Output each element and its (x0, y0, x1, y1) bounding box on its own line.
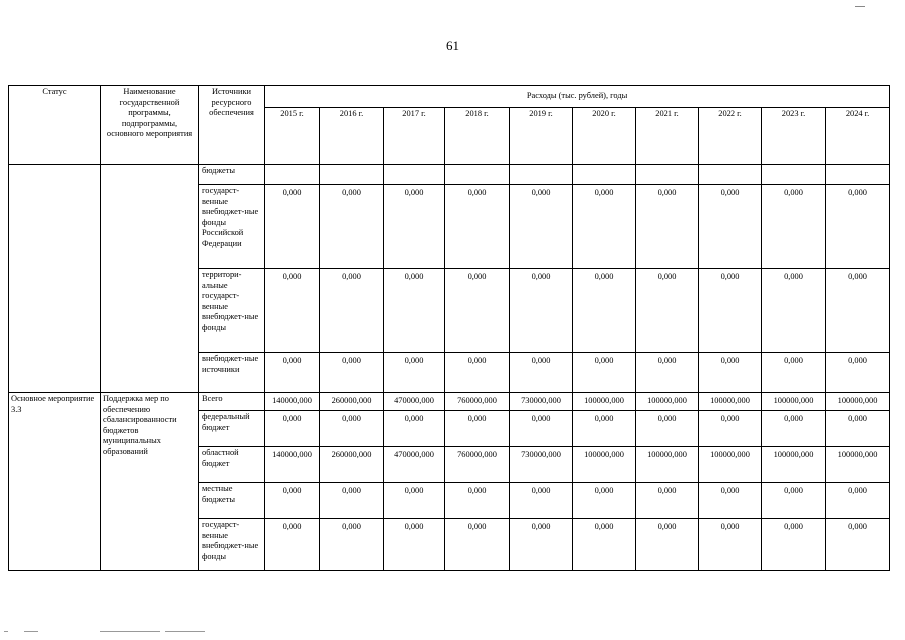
value-cell: 0,000 (699, 185, 762, 269)
value-cell: 0,000 (762, 185, 826, 269)
header-year: 2018 г. (445, 108, 510, 165)
source-cell: федеральный бюджет (199, 411, 265, 447)
value-cell: 0,000 (573, 185, 636, 269)
value-cell: 100000,000 (826, 393, 890, 411)
value-cell (445, 165, 510, 185)
value-cell (265, 165, 320, 185)
value-cell: 0,000 (510, 353, 573, 393)
value-cell: 140000,000 (265, 393, 320, 411)
value-cell: 100000,000 (826, 447, 890, 483)
value-cell: 260000,000 (320, 447, 384, 483)
header-year: 2022 г. (699, 108, 762, 165)
value-cell: 730000,000 (510, 393, 573, 411)
value-cell: 0,000 (320, 269, 384, 353)
status-cell: Основное мероприятие 3.3 (9, 393, 101, 571)
value-cell: 0,000 (826, 185, 890, 269)
value-cell: 0,000 (573, 483, 636, 519)
value-cell: 0,000 (384, 269, 445, 353)
value-cell: 0,000 (510, 519, 573, 571)
header-year: 2019 г. (510, 108, 573, 165)
value-cell: 0,000 (636, 185, 699, 269)
value-cell (826, 165, 890, 185)
value-cell: 0,000 (762, 411, 826, 447)
value-cell: 0,000 (510, 483, 573, 519)
source-cell: государст-венные внебюджет-ные фонды (199, 519, 265, 571)
table-row (9, 165, 890, 185)
value-cell: 0,000 (445, 353, 510, 393)
header-row-top (9, 86, 890, 108)
value-cell: 0,000 (573, 353, 636, 393)
value-cell: 0,000 (826, 411, 890, 447)
value-cell (636, 165, 699, 185)
value-cell: 730000,000 (510, 447, 573, 483)
value-cell: 0,000 (762, 519, 826, 571)
value-cell: 0,000 (699, 411, 762, 447)
value-cell: 0,000 (384, 353, 445, 393)
program-name-cell: Поддержка мер по обеспечению сбалансированности бюджетов муниципальных образований (101, 393, 199, 571)
value-cell: 100000,000 (573, 447, 636, 483)
value-cell: 100000,000 (573, 393, 636, 411)
value-cell: 0,000 (384, 185, 445, 269)
header-expenses: Расходы (тыс. рублей), годы (265, 86, 890, 108)
value-cell: 0,000 (699, 483, 762, 519)
source-cell: государст-венные внебюджет-ные фонды Российской Федерации (199, 185, 265, 269)
value-cell: 0,000 (826, 519, 890, 571)
value-cell (573, 165, 636, 185)
value-cell: 760000,000 (445, 447, 510, 483)
value-cell: 0,000 (320, 483, 384, 519)
program-name-cell-empty (101, 165, 199, 393)
value-cell: 100000,000 (636, 393, 699, 411)
value-cell: 0,000 (636, 353, 699, 393)
value-cell: 100000,000 (762, 393, 826, 411)
value-cell: 0,000 (265, 483, 320, 519)
value-cell: 0,000 (636, 483, 699, 519)
value-cell: 0,000 (320, 519, 384, 571)
value-cell: 0,000 (265, 185, 320, 269)
header-year: 2024 г. (826, 108, 890, 165)
header-year: 2017 г. (384, 108, 445, 165)
value-cell (510, 165, 573, 185)
budget-table (8, 85, 890, 571)
status-cell-empty (9, 165, 101, 393)
value-cell: 0,000 (762, 269, 826, 353)
value-cell: 0,000 (445, 483, 510, 519)
value-cell: 0,000 (826, 269, 890, 353)
header-year: 2023 г. (762, 108, 826, 165)
value-cell: 0,000 (384, 519, 445, 571)
value-cell: 0,000 (636, 519, 699, 571)
source-cell: внебюджет-ные источники (199, 353, 265, 393)
value-cell: 0,000 (320, 353, 384, 393)
source-cell: Всего (199, 393, 265, 411)
value-cell: 0,000 (265, 519, 320, 571)
value-cell: 0,000 (573, 519, 636, 571)
value-cell: 0,000 (636, 269, 699, 353)
value-cell: 0,000 (265, 411, 320, 447)
value-cell: 0,000 (384, 483, 445, 519)
value-cell: 100000,000 (699, 447, 762, 483)
value-cell: 0,000 (445, 411, 510, 447)
header-year: 2016 г. (320, 108, 384, 165)
header-year: 2015 г. (265, 108, 320, 165)
header-sources: Источники ресурсного обеспечения (199, 86, 265, 165)
value-cell: 760000,000 (445, 393, 510, 411)
value-cell: 100000,000 (762, 447, 826, 483)
value-cell: 470000,000 (384, 393, 445, 411)
header-status: Статус (9, 86, 101, 165)
value-cell (384, 165, 445, 185)
value-cell: 100000,000 (636, 447, 699, 483)
source-cell: областной бюджет (199, 447, 265, 483)
value-cell: 0,000 (762, 353, 826, 393)
value-cell (320, 165, 384, 185)
value-cell: 0,000 (762, 483, 826, 519)
value-cell: 0,000 (265, 353, 320, 393)
table-row (9, 393, 890, 411)
value-cell: 140000,000 (265, 447, 320, 483)
value-cell: 0,000 (699, 519, 762, 571)
source-cell: бюджеты (199, 165, 265, 185)
value-cell: 0,000 (636, 411, 699, 447)
value-cell: 260000,000 (320, 393, 384, 411)
value-cell: 0,000 (573, 411, 636, 447)
page-number: 61 (446, 38, 459, 53)
scan-artifact (855, 6, 865, 7)
value-cell (762, 165, 826, 185)
value-cell: 0,000 (320, 411, 384, 447)
source-cell: территори-альные государст-венные внебюджет-ные фонды (199, 269, 265, 353)
value-cell: 0,000 (699, 269, 762, 353)
value-cell: 0,000 (510, 269, 573, 353)
value-cell: 0,000 (826, 483, 890, 519)
header-year: 2020 г. (573, 108, 636, 165)
header-program-name: Наименование государственной программы, подпрограммы, основного мероприятия (101, 86, 199, 165)
value-cell (699, 165, 762, 185)
header-year: 2021 г. (636, 108, 699, 165)
value-cell: 0,000 (320, 185, 384, 269)
value-cell: 0,000 (445, 185, 510, 269)
scan-footer-artifacts (0, 631, 905, 635)
value-cell: 0,000 (445, 519, 510, 571)
value-cell: 0,000 (265, 269, 320, 353)
value-cell: 0,000 (826, 353, 890, 393)
value-cell: 0,000 (573, 269, 636, 353)
value-cell: 100000,000 (699, 393, 762, 411)
source-cell: местные бюджеты (199, 483, 265, 519)
value-cell: 0,000 (510, 185, 573, 269)
value-cell: 0,000 (510, 411, 573, 447)
value-cell: 0,000 (384, 411, 445, 447)
value-cell: 0,000 (699, 353, 762, 393)
value-cell: 0,000 (445, 269, 510, 353)
value-cell: 470000,000 (384, 447, 445, 483)
